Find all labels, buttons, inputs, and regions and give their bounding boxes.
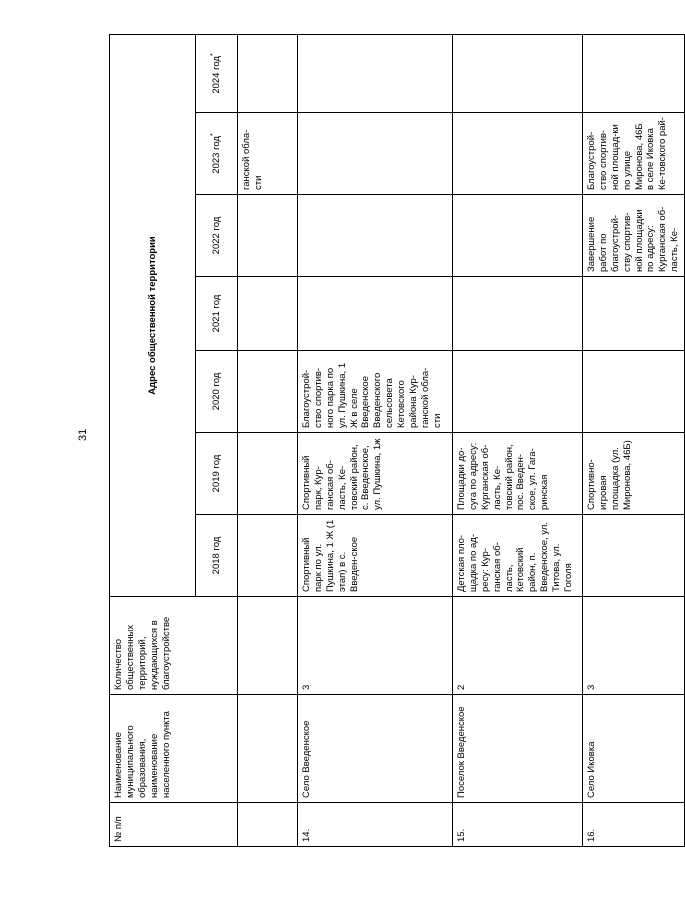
table-cell: [238, 195, 298, 277]
header-year-2020: 2020 год: [196, 351, 238, 433]
row-2018: [583, 515, 685, 597]
row-2019: Спортивный парк, Кур-ганская об-ласть, Ке-товский район, с. Введенское, ул. Пушкина, 1ж: [298, 433, 453, 515]
row-2018: Спортивный парк по ул. Пушкина, 1 Ж (1 этап) в с. Введен-ское: [298, 515, 453, 597]
table-row-continuation: [238, 34, 298, 846]
table-cell: ганской обла-сти: [238, 113, 298, 195]
table-cell: [238, 34, 298, 112]
row-2021: [453, 277, 583, 351]
header-year-2019: 2019 год: [196, 433, 238, 515]
row-2021: [298, 277, 453, 351]
row-2018: Детская пло-щадка по ад-ресу: Кур-ганская об-ласть, Кетовский район, п. Введенское, ул. Титова, ул. Гоголя: [453, 515, 583, 597]
table-cell: [238, 515, 298, 597]
page-number: 31: [77, 428, 89, 441]
header-year-2024: 2024 год*: [196, 34, 238, 112]
table-cell: [238, 695, 298, 803]
table-cell: [238, 351, 298, 433]
row-2024: [298, 34, 453, 112]
row-name: Поселок Введенское: [453, 695, 583, 803]
row-2024: [453, 34, 583, 112]
row-2022: Завершение работ по благоустрой-ству спортив-ной площадки по адресу: Курганская об-ласть, Ке-: [583, 195, 685, 277]
table-cell: [238, 433, 298, 515]
header-num: № п/п: [110, 803, 238, 847]
table-cell: [238, 803, 298, 847]
header-name: Наименование муниципального образования, наименование населенного пункта: [110, 695, 238, 803]
table-cell: [238, 277, 298, 351]
table-cell: [238, 597, 298, 695]
header-address-group: Адрес общественной территории: [110, 34, 196, 596]
header-year-2018: 2018 год: [196, 515, 238, 597]
row-2023: [453, 113, 583, 195]
header-year-2023: 2023 год*: [196, 113, 238, 195]
row-2022: [298, 195, 453, 277]
row-count: 2: [453, 597, 583, 695]
public-territories-table: [109, 34, 685, 847]
row-2023: [298, 113, 453, 195]
row-2020: [583, 351, 685, 433]
row-count: 3: [583, 597, 685, 695]
row-num: 15.: [453, 803, 583, 847]
row-2023: Благоустрой-ство спортив-ной площад-ки по улице Миронова, 46Б в селе Иковка Ке-товского рай-: [583, 113, 685, 195]
row-2020: Благоустрой-ство спортив-ного парка по ул. Пушкина, 1 Ж в селе Введенское Введенского сельсовета Кетовского района Кур-ганской обла-сти: [298, 351, 453, 433]
row-2020: [453, 351, 583, 433]
table-row: [453, 34, 583, 846]
row-2021: [583, 277, 685, 351]
row-2019: Спортивно-игровая площадка (ул. Миронова, 46Б): [583, 433, 685, 515]
header-count: Количество общественных территорий, нуждающихся в благоустройстве: [110, 597, 238, 695]
row-name: Село Введенское: [298, 695, 453, 803]
row-num: 14.: [298, 803, 453, 847]
header-year-2022: 2022 год: [196, 195, 238, 277]
row-2024: [583, 34, 685, 112]
row-num: 16.: [583, 803, 685, 847]
row-2019: Площадки до-суга по адресу: Курганская об-ласть, Ке-товский район, пос. Введен-ское, ул. Гага-ринская: [453, 433, 583, 515]
table-row: [298, 34, 453, 846]
row-2022: [453, 195, 583, 277]
row-name: Село Иковка: [583, 695, 685, 803]
row-count: 3: [298, 597, 453, 695]
header-year-2021: 2021 год: [196, 277, 238, 351]
table-row: [583, 34, 685, 846]
